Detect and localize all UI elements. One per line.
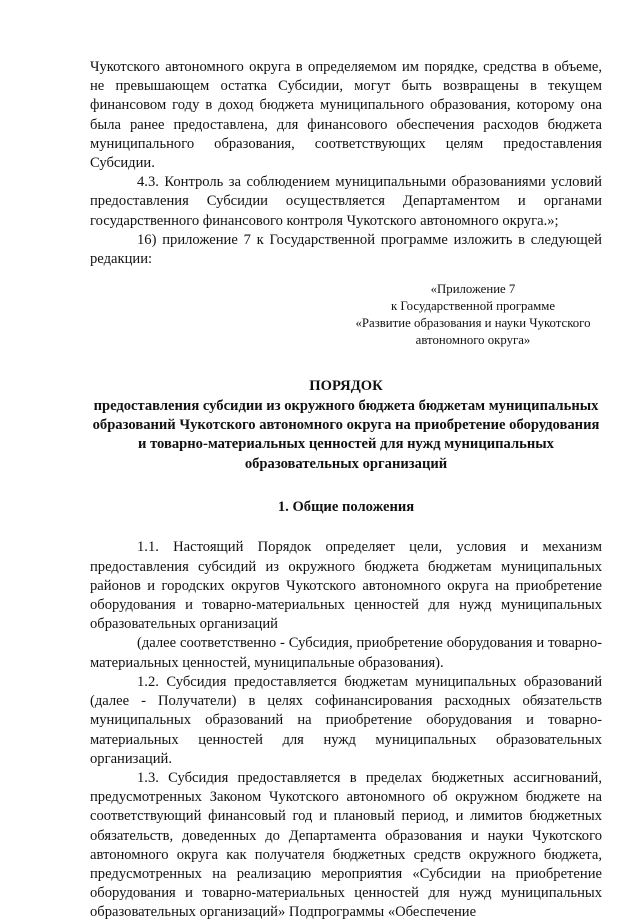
- paragraph-continuation: Чукотского автономного округа в определяемом им порядке, средства в объеме, не превышающем остатка Субсидии, могут быть возвращены в текущем финансовом году в доход бюджета муниципального образования, которому она была ранее предоставлена, для финансового обеспечения расходов бюджета муниципального образования, соответствующих целям предоставления Субсидии.: [90, 59, 602, 172]
- paragraph-note: (далее соответственно - Субсидия, приобретение оборудования и товарно-материальных ценностей, муниципальные образования).: [90, 635, 602, 671]
- appendix-line: «Развитие образования и науки Чукотского: [355, 316, 591, 331]
- document-page: [90, 58, 602, 923]
- appendix-line: «Приложение 7: [430, 282, 516, 297]
- paragraph-1-1: 1.1. Настоящий Порядок определяет цели, условия и механизм предоставления субсидий из окружного бюджета бюджетам муниципальных районов и городских округов Чукотского автономного округа на приобретение оборудования и товарно-материальных ценностей для нужд муниципальных образовательных организаций: [90, 539, 602, 633]
- document-subtitle: предоставления субсидии из окружного бюджета бюджетам муниципальных образований Чукотского автономного округа на приобретение оборудования и товарно-материальных ценностей для нужд муниципальных образовательных организаций: [92, 397, 600, 472]
- paragraph-16: 16) приложение 7 к Государственной программе изложить в следующей редакции:: [90, 231, 602, 268]
- document-title: ПОРЯДОК: [309, 378, 383, 395]
- section-heading: 1. Общие положения: [277, 499, 415, 516]
- appendix-line: к Государственной программе: [390, 299, 555, 314]
- paragraph-1-2: 1.2. Субсидия предоставляется бюджетам муниципальных образований (далее - Получатели) в целях софинансирования расходных обязательств муниципальных образований на приобретение оборудования и товарно-материальных ценностей для нужд муниципальных образовательных организаций.: [90, 673, 602, 767]
- appendix-header: [344, 281, 602, 349]
- paragraph-4-3: 4.3. Контроль за соблюдением муниципальными образованиями условий предоставления Субсидии осуществляется Департаментом и органами государственного финансового контроля Чукотского автономного округа.»;: [90, 174, 602, 229]
- appendix-line: автономного округа»: [415, 333, 531, 348]
- paragraph-1-3: 1.3. Субсидия предоставляется в пределах бюджетных ассигнований, предусмотренных Законом Чукотского автономного об окружном бюджете на соответствующий финансовый год и плановый период, и лимитов бюджетных обязательств, доведенных до Департамента образования и науки Чукотского автономного округа как получателя бюджетных средств окружного бюджета, предусмотренных на реализацию мероприятия «Субсидии на приобретение оборудования и товарно-материальных ценностей для нужд муниципальных образовательных организаций» Подпрограммы «Обеспечение: [90, 769, 602, 921]
